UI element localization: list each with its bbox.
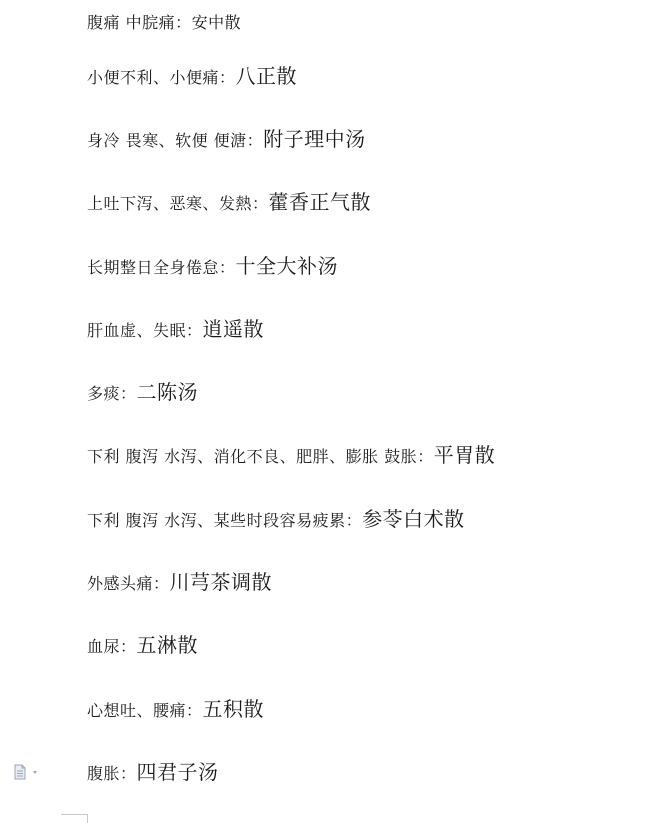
entry-8 [87, 445, 495, 465]
remedy-name: 平胃散 [433, 443, 496, 467]
entry-4 [87, 192, 371, 212]
remedy-name: 五淋散 [136, 633, 199, 657]
symptom-text: 长期整日全身倦怠： [87, 258, 236, 277]
entry-9 [87, 509, 465, 529]
remedy-name: 八正散 [235, 64, 298, 88]
remedy-name: 四君子汤 [136, 760, 219, 784]
remedy-name: 附子理中汤 [263, 127, 366, 151]
symptom-text: 下利 腹泻 水泻、某些时段容易疲累： [87, 511, 363, 530]
entry-2 [87, 66, 297, 86]
symptom-text: 心想吐、腰痛： [87, 701, 203, 720]
entry-10 [87, 572, 272, 592]
remedy-name: 藿香正气散 [268, 190, 372, 214]
entry-11 [87, 635, 198, 655]
remedy-name: 五积散 [202, 697, 265, 721]
remedy-name: 安中散 [191, 13, 242, 32]
entry-12 [87, 699, 264, 719]
entry-7 [87, 382, 198, 402]
symptom-text: 外感头痛： [87, 574, 170, 593]
symptom-text: 身冷 畏寒、软便 便溏： [87, 131, 264, 150]
remedy-name: 二陈汤 [136, 380, 199, 404]
symptom-text: 腹胀： [87, 764, 137, 783]
symptom-text: 血尿： [87, 637, 137, 656]
entry-5 [87, 256, 338, 276]
entry-1 [87, 15, 241, 31]
symptom-text: 多痰： [87, 384, 137, 403]
document-icon[interactable] [14, 764, 40, 780]
symptom-text: 上吐下泻、恶寒、发熱： [87, 194, 269, 213]
entry-3 [87, 129, 366, 149]
remedy-name: 川芎茶调散 [169, 570, 273, 594]
remedy-name: 参苓白术散 [362, 507, 465, 531]
symptom-text: 小便不利、小便痛： [87, 68, 236, 87]
entry-13 [87, 762, 219, 782]
remedy-name: 逍遥散 [202, 317, 265, 341]
remedy-name: 十全大补汤 [235, 254, 339, 278]
symptom-text: 肝血虚、失眠： [87, 321, 203, 340]
symptom-text: 下利 腹泻 水泻、消化不良、肥胖、膨胀 鼓胀： [87, 447, 434, 466]
entry-6 [87, 319, 264, 339]
symptom-text: 腹痛 中脘痛： [87, 13, 192, 32]
